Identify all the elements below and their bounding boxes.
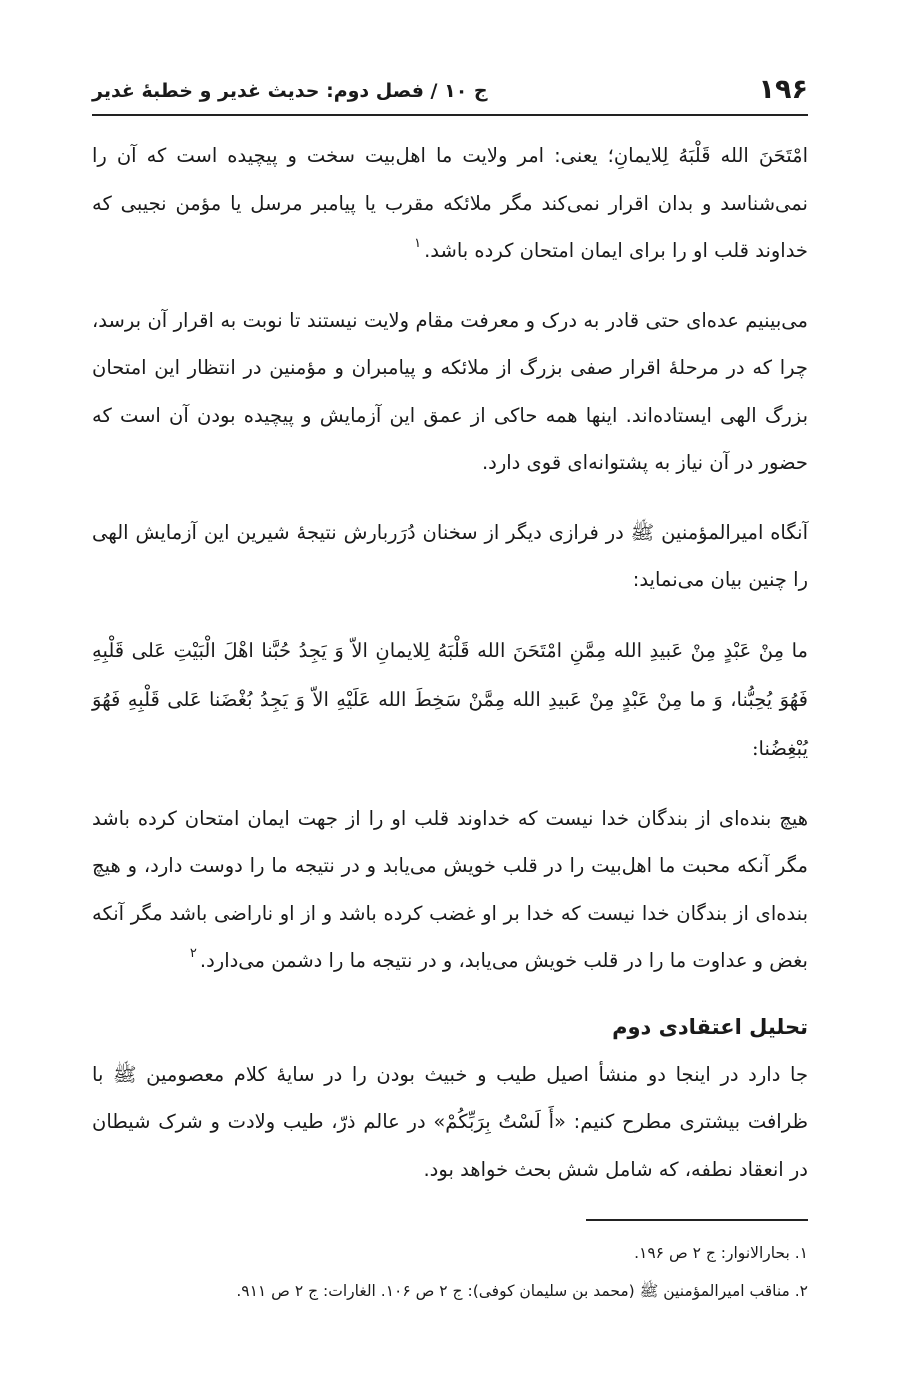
page-body [92, 132, 808, 1215]
paragraph-1 [92, 132, 808, 275]
paragraph-1-text: امْتَحَنَ الله قَلْبَهُ لِلایمانِ؛ یعنی: امر ولایت ما اهل‌بیت سخت و پیچیده است که آن را نمی‌شناسد و بدان اقرار نمی‌کند مگر ملائکه مقرب یا پیامبر مرسل یا مؤمن نجیبی که خداوند قلب او را برای ایمان امتحان کرده باشد. [92, 144, 808, 262]
arabic-hadith-quote: ما مِنْ عَبْدٍ مِنْ عَبیدِ الله مِمَّنِ امْتَحَنَ الله قَلْبَهُ لِلایمانِ الاّ وَ یَجِدُ حُبَّنا اهْلَ الْبَیْتِ عَلی قَلْبِهِ فَهُوَ یُحِبُّنا، وَ ما مِنْ عَبْدٍ مِنْ عَبیدِ الله مِمَّنْ سَخِطَ الله عَلَیْهِ الاّ وَ یَجِدُ بُغْضَنا عَلی قَلْبِهِ فَهُوَ یُبْغِضُنا: [92, 638, 808, 760]
footnote-2: ۲. مناقب امیرالمؤمنین ﷺ (محمد بن سلیمان کوفی): ج ۲ ص ۱۰۶. الغارات: ج ۲ ص ۹۱۱. [236, 1282, 808, 1300]
paragraph-5-text: هیچ بنده‌ای از بندگان خدا نیست که خداوند قلب او را از جهت ایمان امتحان کرده باشد مگر آنکه محبت ما اهل‌بیت را در قلب خویش می‌یابد و در نتیجه ما را دوست دارد، و هیچ بنده‌ای از بندگان خدا نیست که خدا بر او غضب کرده باشد و از او ناراضی باشد مگر آنکه بغض و عداوت ما را در قلب خویش می‌یابد، و در نتیجه ما را دشمن می‌دارد. [92, 806, 808, 972]
page-number: ۱۹۶ [758, 74, 808, 105]
footnotes [92, 1234, 808, 1310]
footnote-ref-2: ۲ [189, 946, 197, 961]
paragraph-2: می‌بینیم عده‌ای حتی قادر به درک و معرفت مقام ولایت نیستند تا نوبت به اقرار آن برسد، چرا که در مرحلهٔ اقرار صفی بزرگ از ملائکه و پیامبران و مؤمنین در انتظار این امتحان بزرگ الهی ایستاده‌اند. اینها همه حاکی از عمق این آزمایش و پیچیده بودن آن است که حضور در آن نیاز به پشتوانه‌ای قوی دارد. [92, 308, 808, 474]
section-heading: تحلیل اعتقادی دوم [612, 1014, 808, 1039]
footnote-1: ۱. بحارالانوار: ج ۲ ص ۱۹۶. [634, 1244, 808, 1262]
footnote-ref-1: ۱ [414, 236, 422, 251]
footnote-divider [586, 1219, 808, 1221]
running-title: ج ۱۰ / فصل دوم: حدیث غدیر و خطبهٔ غدیر [92, 80, 488, 102]
paragraph-6: جا دارد در اینجا دو منشأ اصیل طیب و خبیث بودن را در سایهٔ کلام معصومین ﷺ با ظرافت بیشتری مطرح کنیم: «أَ لَسْتُ بِرَبِّکُمْ» در عالم ذرّ، طیب ولادت و شرک شیطان در انعقاد نطفه، که شامل شش بحث خواهد بود. [92, 1062, 808, 1181]
paragraph-3: آنگاه امیرالمؤمنین ﷺ در فرازی دیگر از سخنان دُرَربارش نتیجهٔ شیرین این آزمایش الهی را چنین بیان می‌نماید: [92, 520, 808, 591]
paragraph-5 [92, 795, 808, 985]
page-header [92, 62, 808, 116]
